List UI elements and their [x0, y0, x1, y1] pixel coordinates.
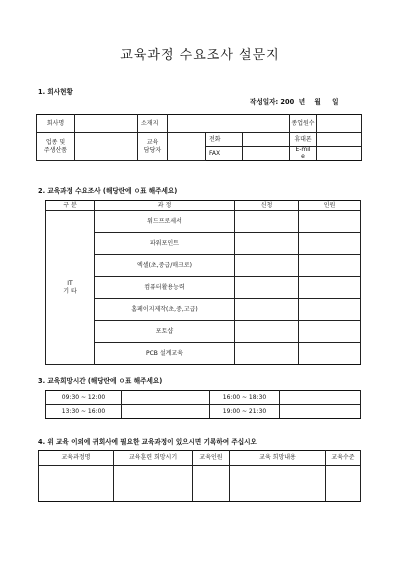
course-name: 홈페이지제작(초,중,고급)	[95, 299, 235, 321]
person-field[interactable]	[168, 133, 206, 161]
date-written: 작성일자: 200 년 월 일	[250, 98, 339, 106]
apply-cell[interactable]	[235, 321, 299, 343]
headcount-cell[interactable]	[299, 299, 361, 321]
time-slot: 16:00 ~ 18:30	[210, 391, 280, 405]
mobile-field[interactable]	[317, 133, 362, 147]
extra-course-content-field[interactable]	[230, 466, 326, 502]
section2-heading: 2. 교육과정 수요조사 (해당란에 ㅇ표 해주세요)	[38, 187, 178, 195]
apply-header: 신청	[235, 201, 299, 211]
headcount-cell[interactable]	[299, 211, 361, 233]
mobile-label: 휴대폰	[290, 133, 317, 147]
additional-course-table	[38, 450, 361, 502]
company-name-label: 회사명	[37, 115, 75, 133]
section1-heading: 1. 회사현황	[38, 88, 73, 96]
headcount-cell[interactable]	[299, 343, 361, 365]
location-label: 소재지	[138, 115, 168, 133]
section4-heading: 4. 위 교육 이외에 귀회사에 필요한 교육과정이 있으시면 기록하여 주십시오	[38, 438, 257, 446]
phone-field[interactable]	[243, 133, 290, 147]
person-label: 교육 담당자	[138, 133, 168, 161]
apply-cell[interactable]	[235, 277, 299, 299]
course-name: 포토샵	[95, 321, 235, 343]
time-slot-check[interactable]	[122, 405, 210, 419]
apply-cell[interactable]	[235, 233, 299, 255]
course-name: 워드프로세서	[95, 211, 235, 233]
phone-label: 전화	[206, 133, 243, 147]
company-name-field[interactable]	[75, 115, 138, 133]
location-field[interactable]	[168, 115, 290, 133]
page-title: 교육과정 수요조사 설문지	[120, 48, 280, 63]
course-demand-table	[45, 200, 361, 365]
time-preference-table	[45, 390, 361, 419]
company-info-table	[36, 114, 362, 161]
extra-course-headcount-header: 교육인원	[193, 451, 230, 466]
time-slot-check[interactable]	[122, 391, 210, 405]
time-slot: 09:30 ~ 12:00	[46, 391, 122, 405]
course-header: 과 정	[95, 201, 235, 211]
extra-course-period-header: 교육훈련 희망시기	[114, 451, 193, 466]
extra-course-level-header: 교육수준	[326, 451, 361, 466]
apply-cell[interactable]	[235, 211, 299, 233]
category-header: 구 분	[46, 201, 95, 211]
business-label: 업종 및 주생산품	[37, 133, 75, 161]
fax-label: FAX	[206, 147, 243, 161]
email-field[interactable]	[317, 147, 362, 161]
headcount-cell[interactable]	[299, 233, 361, 255]
course-name: 엑셀(초,중급/매크로)	[95, 255, 235, 277]
apply-cell[interactable]	[235, 299, 299, 321]
business-field[interactable]	[75, 133, 138, 161]
headcount-header: 인원	[299, 201, 361, 211]
employees-field[interactable]	[317, 115, 362, 133]
headcount-cell[interactable]	[299, 255, 361, 277]
fax-field[interactable]	[243, 147, 290, 161]
email-label: E-mil e	[290, 147, 317, 161]
extra-course-name-header: 교육과정명	[39, 451, 114, 466]
extra-course-name-field[interactable]	[39, 466, 114, 502]
course-name: 파워포인트	[95, 233, 235, 255]
apply-cell[interactable]	[235, 343, 299, 365]
employees-label: 종업원수	[290, 115, 317, 133]
extra-course-level-field[interactable]	[326, 466, 361, 502]
headcount-cell[interactable]	[299, 277, 361, 299]
category-it-etc: IT 기 타	[46, 211, 95, 365]
course-name: 컴퓨터활용능력	[95, 277, 235, 299]
extra-course-period-field[interactable]	[114, 466, 193, 502]
extra-course-content-header: 교육 희망내용	[230, 451, 326, 466]
apply-cell[interactable]	[235, 255, 299, 277]
time-slot: 13:30 ~ 16:00	[46, 405, 122, 419]
headcount-cell[interactable]	[299, 321, 361, 343]
time-slot: 19:00 ~ 21:30	[210, 405, 280, 419]
section3-heading: 3. 교육희망시간 (해당란에 ㅇ표 해주세요)	[38, 377, 163, 385]
time-slot-check[interactable]	[280, 391, 361, 405]
time-slot-check[interactable]	[280, 405, 361, 419]
course-name: PCB 설계교육	[95, 343, 235, 365]
extra-course-headcount-field[interactable]	[193, 466, 230, 502]
